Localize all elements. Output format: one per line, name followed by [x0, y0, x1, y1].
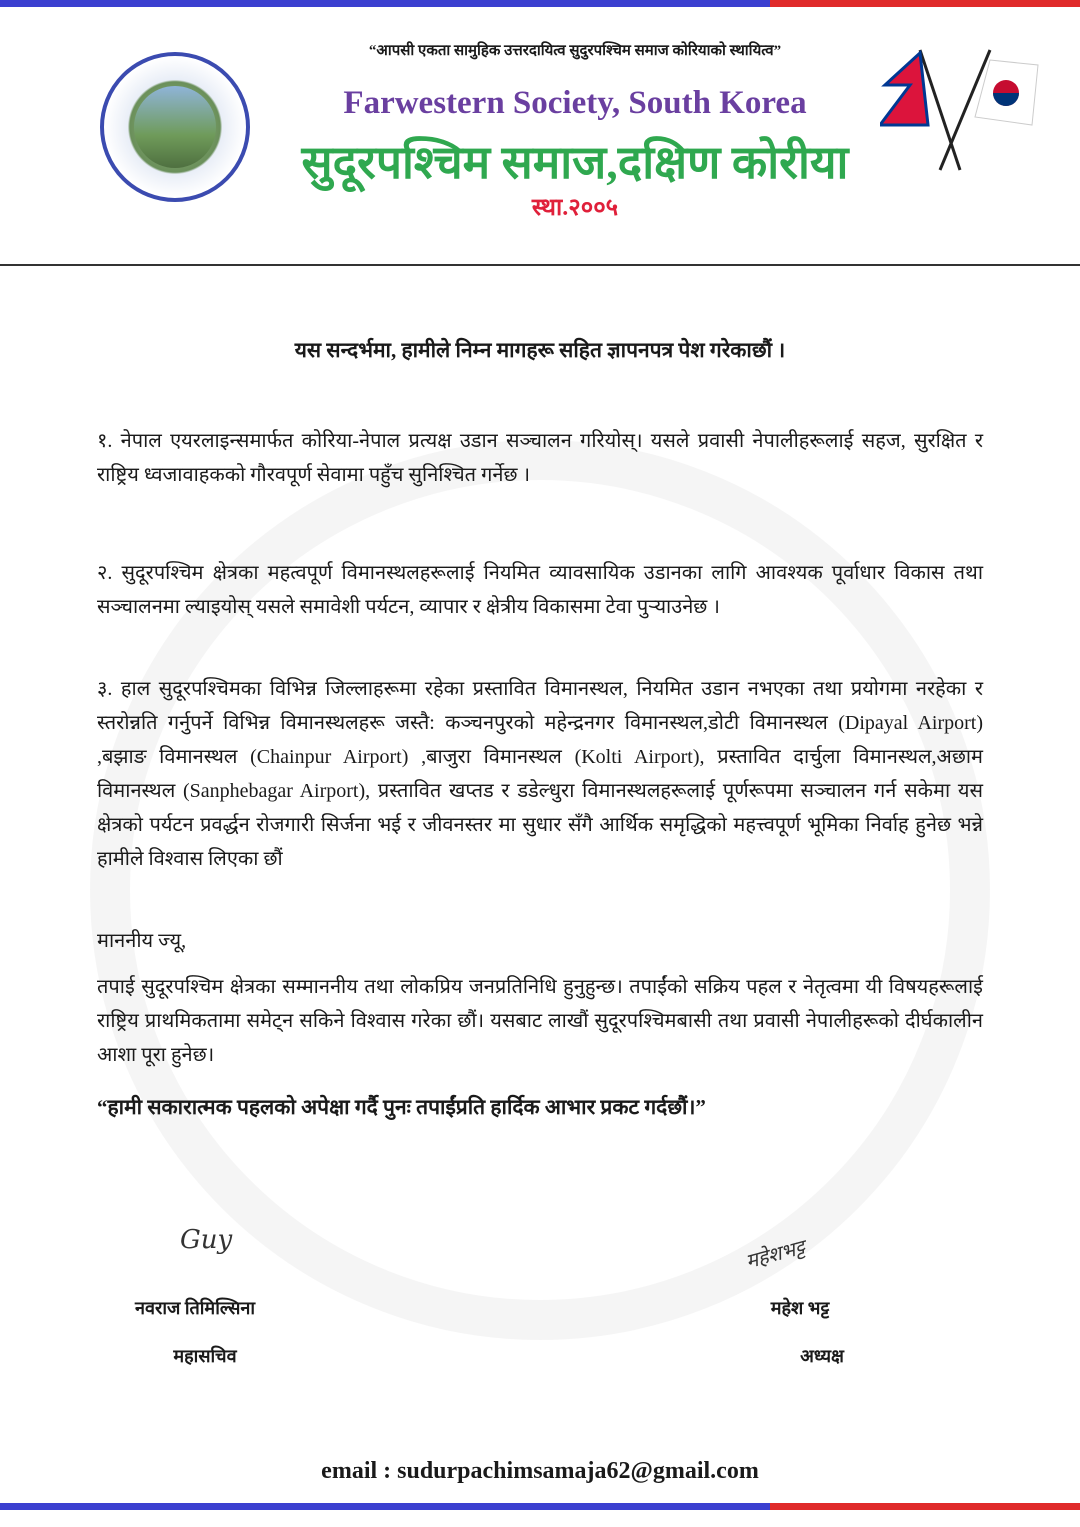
demand-3: ३. हाल सुदूरपश्चिमका विभिन्न जिल्लाहरूमा रहेका प्रस्तावित विमानस्थल, नियमित उडान नभएका तथा प्रयोगमा नरहेका र स्तरोन्नति गर्नुपर्ने विभिन्न विमानस्थलहरू जस्तै: कञ्चनपुरको महेन्द्रनगर विमानस्थल,डोटी विमानस्थल (Dipayal Airport) ,बझाङ विमानस्थल (Chainpur Airport) ,बाजुरा विमानस्थल (Kolti Airport), प्रस्तावित दार्चुला विमानस्थल,अछाम विमानस्थल (Sanphebagar Airport), प्रस्तावित खप्तड र डडेल्धुरा विमानस्थलहरूलाई पूर्णरूपमा सञ्चालन गर्न सकेमा यस क्षेत्रको पर्यटन प्रवर्द्धन रोजगारी सिर्जना भई र जीवनस्तर मा सुधार सँगै आर्थिक समृद्धिको महत्त्वपूर्ण भूमिका निर्वाह हुनेछ भन्ने हामीले विश्वास लिएका छौं [97, 678, 983, 870]
appeal-paragraph: तपाई सुदूरपश्चिम क्षेत्रका सम्माननीय तथा लोकप्रिय जनप्रतिनिधि हुनुहुन्छ। तपाईंको सक्रिय पहल र नेतृत्वमा यी विषयहरूलाई राष्ट्रिय प्राथमिकतामा समेट्न सकिने विश्वास गरेका छौं। यसबाट लाखौं सुदूरपश्चिमबासी तथा प्रवासी नेपालीहरूको दीर्घकालीन आशा पूरा हुनेछ। [97, 976, 983, 1066]
memorandum-heading: यस सन्दर्भमा, हामीले निम्न मागहरू सहित ज्ञापनपत्र पेश गरेकाछौं । [294, 338, 786, 362]
motto: “आपसी एकता सामुहिक उत्तरदायित्व सुदुरपश्चिम समाज कोरियाको स्थायित्व” [368, 43, 782, 59]
society-logo [100, 52, 250, 202]
secretary-title: महासचिव [173, 1346, 237, 1366]
header-divider [0, 264, 1080, 266]
title-nepali: सुदूरपश्चिम समाज,दक्षिण कोरीया [301, 137, 849, 188]
top-stripe [0, 0, 1080, 7]
established-year: स्था.२००५ [531, 195, 619, 221]
bottom-stripe [0, 1503, 1080, 1510]
president-title: अध्यक्ष [800, 1346, 844, 1366]
nepal-korea-flags-icon [880, 45, 1040, 175]
president-name: महेश भट्ट [770, 1298, 830, 1318]
closing-quote: “हामी सकारात्मक पहलको अपेक्षा गर्दै पुनः तपाईंप्रति हार्दिक आभार प्रकट गर्दछौं।” [97, 1095, 706, 1119]
demand-1: १. नेपाल एयरलाइन्समार्फत कोरिया-नेपाल प्रत्यक्ष उडान सञ्चालन गरियोस्। यसले प्रवासी नेपालीहरूलाई सहज, सुरक्षित र राष्ट्रिय ध्वजावाहकको गौरवपूर्ण सेवामा पहुँच सुनिश्चित गर्नेछ । [97, 430, 983, 486]
secretary-name: नवराज तिमिल्सिना [134, 1298, 256, 1318]
contact-email: email : sudurpachimsamaja62@gmail.com [321, 1458, 759, 1484]
signature-president: महेशभट्ट [743, 1234, 808, 1274]
signature-secretary: Guy [180, 1225, 233, 1255]
salutation: माननीय ज्यू, [97, 930, 187, 952]
title-english: Farwestern Society, South Korea [343, 85, 807, 121]
demand-2: २. सुदूरपश्चिम क्षेत्रका महत्वपूर्ण विमानस्थलहरूलाई नियमित व्यावसायिक उडानका लागि आवश्यक पूर्वाधार विकास तथा सञ्चालनमा ल्याइयोस् यसले समावेशी पर्यटन, व्यापार र क्षेत्रीय विकासमा टेवा पुऱ्याउनेछ । [97, 562, 983, 618]
